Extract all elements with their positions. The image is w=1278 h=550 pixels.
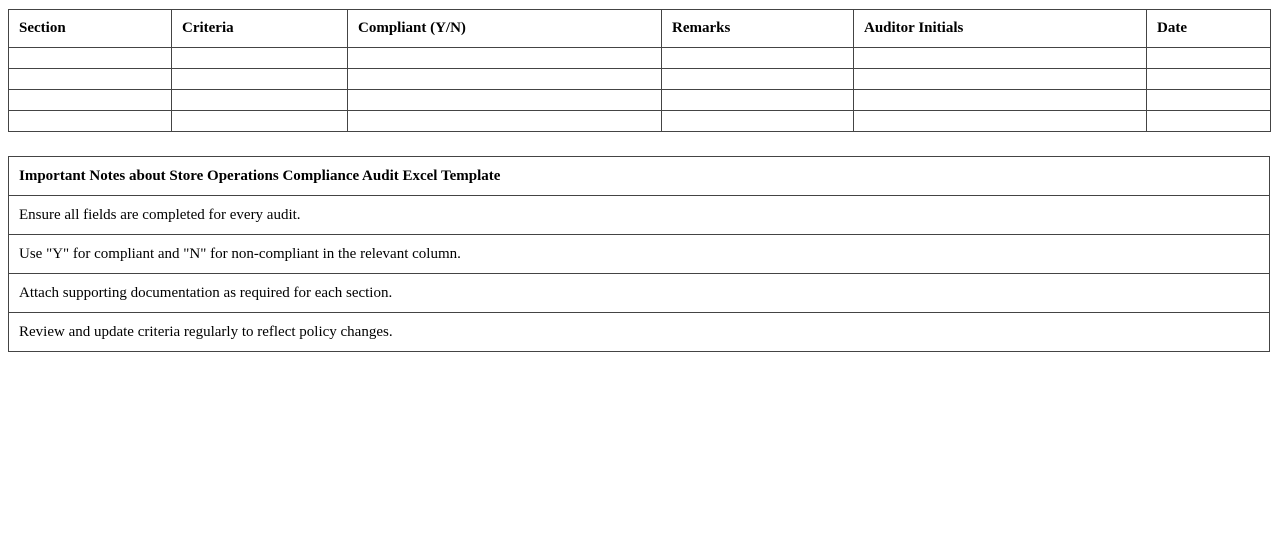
table-cell[interactable] — [348, 69, 662, 90]
table-row — [9, 111, 1271, 132]
audit-table — [8, 9, 1271, 132]
table-cell[interactable] — [172, 111, 348, 132]
table-cell[interactable] — [9, 90, 172, 111]
notes-header-row — [9, 157, 1270, 196]
note-text: Ensure all fields are completed for every audit. — [9, 196, 1270, 235]
table-cell[interactable] — [172, 48, 348, 69]
list-item — [9, 313, 1270, 352]
table-cell[interactable] — [348, 111, 662, 132]
table-row — [9, 48, 1271, 69]
table-cell[interactable] — [1147, 48, 1271, 69]
header-remarks: Remarks — [662, 10, 854, 48]
table-cell[interactable] — [1147, 90, 1271, 111]
table-row — [9, 69, 1271, 90]
table-cell[interactable] — [1147, 111, 1271, 132]
audit-table-header-row — [9, 10, 1271, 48]
note-text: Review and update criteria regularly to reflect policy changes. — [9, 313, 1270, 352]
header-compliant: Compliant (Y/N) — [348, 10, 662, 48]
note-text: Attach supporting documentation as required for each section. — [9, 274, 1270, 313]
list-item — [9, 274, 1270, 313]
table-cell[interactable] — [348, 90, 662, 111]
table-cell[interactable] — [9, 69, 172, 90]
table-cell[interactable] — [9, 48, 172, 69]
notes-title: Important Notes about Store Operations Compliance Audit Excel Template — [9, 157, 1270, 196]
table-cell[interactable] — [662, 48, 854, 69]
table-cell[interactable] — [172, 90, 348, 111]
list-item — [9, 196, 1270, 235]
header-auditor-initials: Auditor Initials — [854, 10, 1147, 48]
table-cell[interactable] — [662, 69, 854, 90]
header-criteria: Criteria — [172, 10, 348, 48]
notes-table — [8, 156, 1270, 352]
table-row — [9, 90, 1271, 111]
table-cell[interactable] — [1147, 69, 1271, 90]
table-cell[interactable] — [854, 111, 1147, 132]
table-cell[interactable] — [662, 90, 854, 111]
table-cell[interactable] — [348, 48, 662, 69]
list-item — [9, 235, 1270, 274]
header-section: Section — [9, 10, 172, 48]
table-cell[interactable] — [854, 48, 1147, 69]
table-cell[interactable] — [9, 111, 172, 132]
table-cell[interactable] — [854, 69, 1147, 90]
table-cell[interactable] — [662, 111, 854, 132]
header-date: Date — [1147, 10, 1271, 48]
table-cell[interactable] — [854, 90, 1147, 111]
table-cell[interactable] — [172, 69, 348, 90]
note-text: Use "Y" for compliant and "N" for non-compliant in the relevant column. — [9, 235, 1270, 274]
